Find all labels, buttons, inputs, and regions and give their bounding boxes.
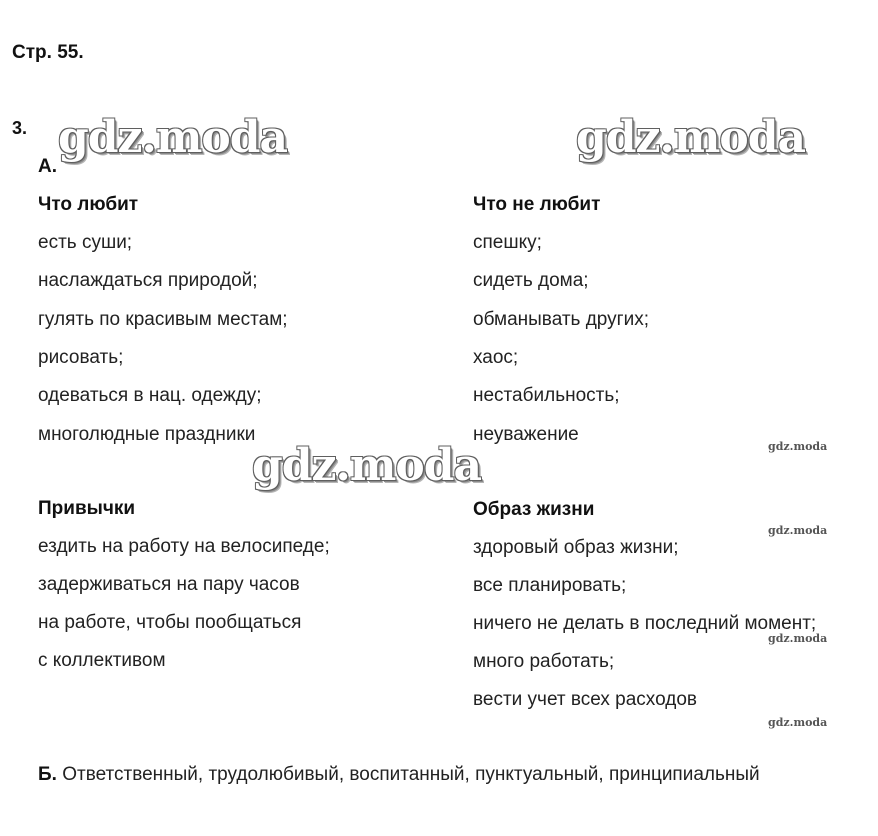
dislikes-item: сидеть дома;	[473, 270, 589, 291]
section-a-label: А.	[38, 156, 57, 177]
task-number: 3.	[12, 118, 28, 138]
lifestyle-item: много работать;	[473, 651, 615, 672]
section-b-text: Ответственный, трудолюбивый, воспитанный, пунктуальный, принципиальный	[62, 764, 760, 785]
likes-item: гулять по красивым местам;	[38, 309, 288, 330]
dislikes-item: обманывать других;	[473, 309, 649, 330]
page-label: Стр. 55.	[12, 42, 84, 63]
lifestyle-item: здоровый образ жизни;	[473, 537, 679, 558]
watermark-logo: gdz.moda	[58, 112, 288, 163]
likes-title: Что любит	[38, 194, 139, 215]
habits-title: Привычки	[38, 498, 136, 519]
lifestyle-item: все планировать;	[473, 575, 627, 596]
likes-item: многолюдные праздники	[38, 424, 256, 445]
lifestyle-title: Образ жизни	[473, 499, 595, 520]
habits-item: задерживаться на пару часов	[38, 574, 300, 595]
likes-item: рисовать;	[38, 347, 124, 368]
lifestyle-item: вести учет всех расходов	[473, 689, 697, 710]
dislikes-item: нестабильность;	[473, 385, 620, 406]
likes-item: наслаждаться природой;	[38, 270, 258, 291]
dislikes-item: хаос;	[473, 347, 519, 368]
habits-item: на работе, чтобы пообщаться	[38, 612, 302, 633]
watermark-small: gdz.moda	[768, 524, 828, 537]
section-b	[38, 764, 760, 786]
dislikes-item: неуважение	[473, 424, 579, 445]
watermark-logo: gdz.moda	[252, 440, 482, 491]
dislikes-title: Что не любит	[473, 194, 601, 215]
watermark-logo: gdz.moda	[576, 112, 806, 163]
watermark-small: gdz.moda	[768, 632, 828, 645]
likes-item: одеваться в нац. одежду;	[38, 385, 262, 406]
watermark-small: gdz.moda	[768, 716, 828, 729]
watermark-small: gdz.moda	[768, 440, 828, 453]
likes-item: есть суши;	[38, 232, 133, 253]
dislikes-item: спешку;	[473, 232, 542, 253]
section-b-label: Б.	[38, 764, 57, 785]
lifestyle-item: ничего не делать в последний момент;	[473, 613, 817, 634]
habits-item: ездить на работу на велосипеде;	[38, 536, 330, 557]
habits-item: с коллективом	[38, 650, 166, 671]
